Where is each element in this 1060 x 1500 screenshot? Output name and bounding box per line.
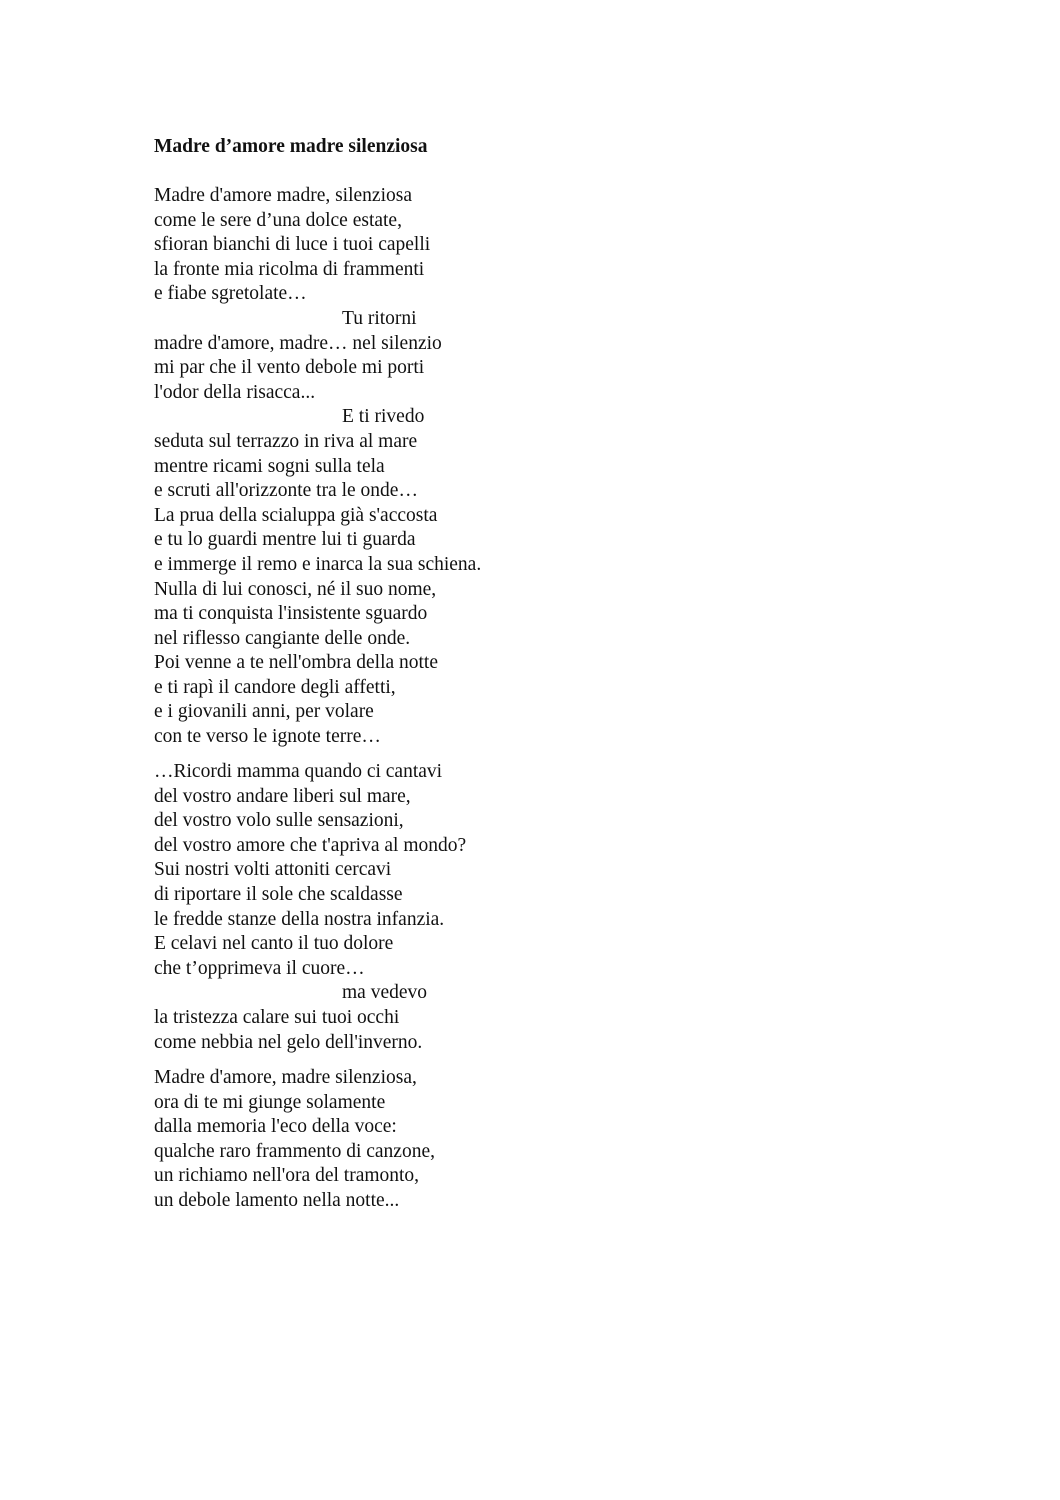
poem-line: che t’opprimeva il cuore…: [154, 957, 365, 979]
poem-line: le fredde stanze della nostra infanzia.: [154, 908, 445, 930]
poem-line: dalla memoria l'eco della voce:: [154, 1116, 397, 1138]
poem-line: come le sere d’una dolce estate,: [154, 209, 402, 231]
poem-line: Poi venne a te nell'ombra della notte: [154, 652, 439, 674]
poem-title: Madre d’amore madre silenziosa: [154, 136, 428, 157]
poem-line: madre d'amore, madre… nel silenzio: [154, 332, 442, 354]
poem-line: qualche raro frammento di canzone,: [154, 1140, 435, 1162]
poem-line: del vostro volo sulle sensazioni,: [154, 810, 404, 832]
poem-line: e tu lo guardi mentre lui ti guarda: [154, 529, 416, 551]
poem-line: nel riflesso cangiante delle onde.: [154, 627, 411, 649]
stanza-2: [154, 760, 466, 1055]
poem-line: Sui nostri volti attoniti cercavi: [154, 859, 392, 881]
poem-line: La prua della scialuppa già s'accosta: [154, 504, 438, 526]
poem-line: E ti rivedo: [342, 406, 425, 428]
poem-line: e fiabe sgretolate…: [154, 283, 307, 305]
poem-line: e ti rapì il candore degli affetti,: [154, 676, 396, 698]
poem-line: mi par che il vento debole mi porti: [154, 357, 425, 379]
poem-line: ma ti conquista l'insistente sguardo: [154, 603, 428, 625]
poem-line: la tristezza calare sui tuoi occhi: [154, 1006, 400, 1028]
poem-line: di riportare il sole che scaldasse: [154, 883, 403, 905]
poem-line: seduta sul terrazzo in riva al mare: [154, 430, 418, 452]
poem-line: Nulla di lui conosci, né il suo nome,: [154, 578, 437, 600]
poem-line: Tu ritorni: [342, 307, 417, 329]
poem-line: mentre ricami sogni sulla tela: [154, 455, 385, 477]
poem-line: la fronte mia ricolma di frammenti: [154, 258, 425, 280]
poem-line: Madre d'amore madre, silenziosa: [154, 185, 412, 206]
poem-line: un richiamo nell'ora del tramonto,: [154, 1165, 420, 1187]
poem-line: e immerge il remo e inarca la sua schiena.: [154, 553, 482, 575]
poem-line: Madre d'amore, madre silenziosa,: [154, 1067, 417, 1088]
poem-line: E celavi nel canto il tuo dolore: [154, 933, 394, 955]
poem-line: con te verso le ignote terre…: [154, 726, 381, 748]
poem-line: ora di te mi giunge solamente: [154, 1091, 386, 1113]
poem-line: ma vedevo: [342, 982, 428, 1004]
poem-line: e scruti all'orizzonte tra le onde…: [154, 480, 418, 502]
poem-line: come nebbia nel gelo dell'inverno.: [154, 1031, 423, 1053]
stanza-1: [154, 184, 481, 750]
poem-line: l'odor della risacca...: [154, 381, 316, 403]
poem-line: del vostro amore che t'apriva al mondo?: [154, 834, 467, 856]
poem-line: …Ricordi mamma quando ci cantavi: [154, 761, 443, 782]
poem-line: e i giovanili anni, per volare: [154, 701, 374, 723]
poem-line: del vostro andare liberi sul mare,: [154, 785, 411, 807]
stanza-3: [154, 1066, 435, 1214]
poem-line: un debole lamento nella notte...: [154, 1189, 400, 1211]
poem-line: sfioran bianchi di luce i tuoi capelli: [154, 234, 431, 256]
